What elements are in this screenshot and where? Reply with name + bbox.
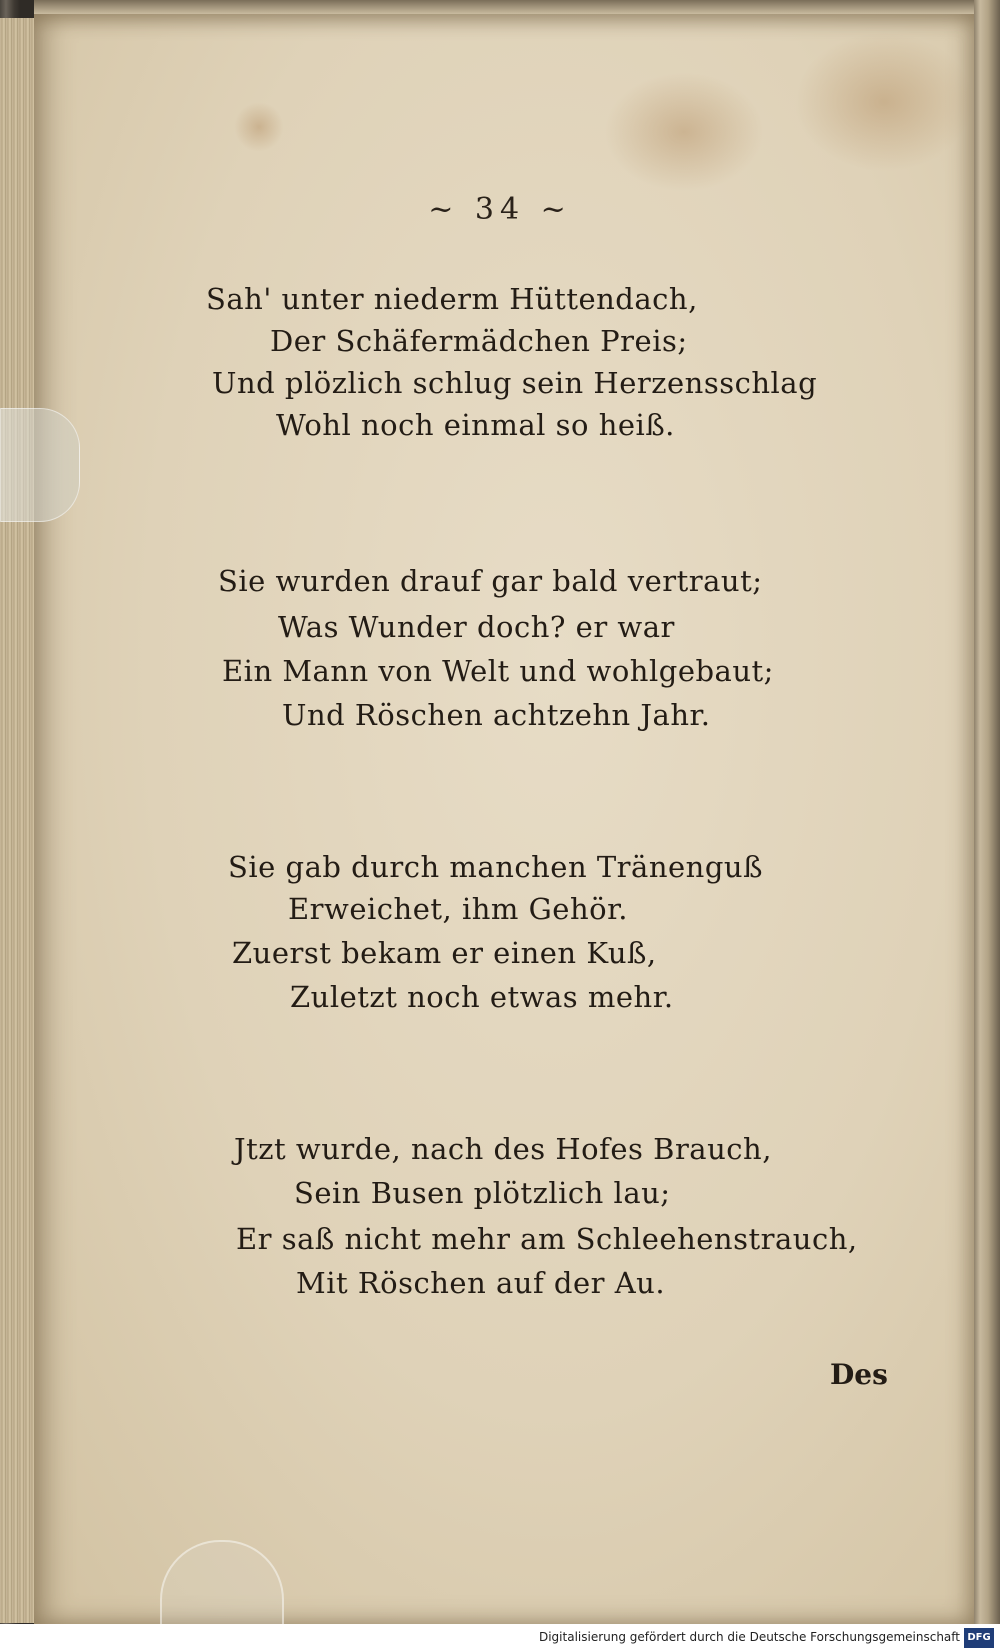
verse-line: Sie wurden drauf gar bald vertraut; bbox=[218, 564, 763, 598]
verse-line: Er saß nicht mehr am Schleehenstrauch, bbox=[236, 1222, 858, 1256]
catchword: Des bbox=[830, 1358, 888, 1391]
verse-line: Wohl noch einmal so heiß. bbox=[276, 408, 675, 442]
verse-line: Jtzt wurde, nach des Hofes Brauch, bbox=[234, 1132, 772, 1166]
paper-stain bbox=[604, 72, 764, 192]
verse-line: Mit Röschen auf der Au. bbox=[296, 1266, 666, 1300]
verse-line: Ein Mann von Welt und wohlgebaut; bbox=[222, 654, 774, 688]
plastic-page-clip bbox=[0, 408, 80, 522]
verse-line: Der Schäfermädchen Preis; bbox=[270, 324, 688, 358]
page-number: ~ 34 ~ bbox=[428, 192, 572, 227]
verse-line: Und plözlich schlug sein Herzensschlag bbox=[212, 366, 818, 400]
digitization-credit: Digitalisierung gefördert durch die Deutsche Forschungsgemeinschaft bbox=[538, 1630, 960, 1644]
dfg-logo-icon: DFG bbox=[964, 1628, 994, 1648]
page-top-edge bbox=[34, 0, 974, 14]
verse-line: Erweichet, ihm Gehör. bbox=[288, 892, 628, 926]
verse-line: Sein Busen plötzlich lau; bbox=[294, 1176, 671, 1210]
verse-line: Zuletzt noch etwas mehr. bbox=[290, 980, 674, 1014]
paper-stain bbox=[234, 102, 284, 152]
verse-line: Zuerst bekam er einen Kuß, bbox=[232, 936, 657, 970]
verse-line: Was Wunder doch? er war bbox=[278, 610, 675, 644]
paper-stain bbox=[794, 32, 974, 172]
verse-line: Und Röschen achtzehn Jahr. bbox=[282, 698, 711, 732]
verse-line: Sah' unter niederm Hüttendach, bbox=[206, 282, 698, 316]
verse-line: Sie gab durch manchen Tränenguß bbox=[228, 850, 763, 884]
page-right-edge bbox=[974, 0, 1000, 1652]
